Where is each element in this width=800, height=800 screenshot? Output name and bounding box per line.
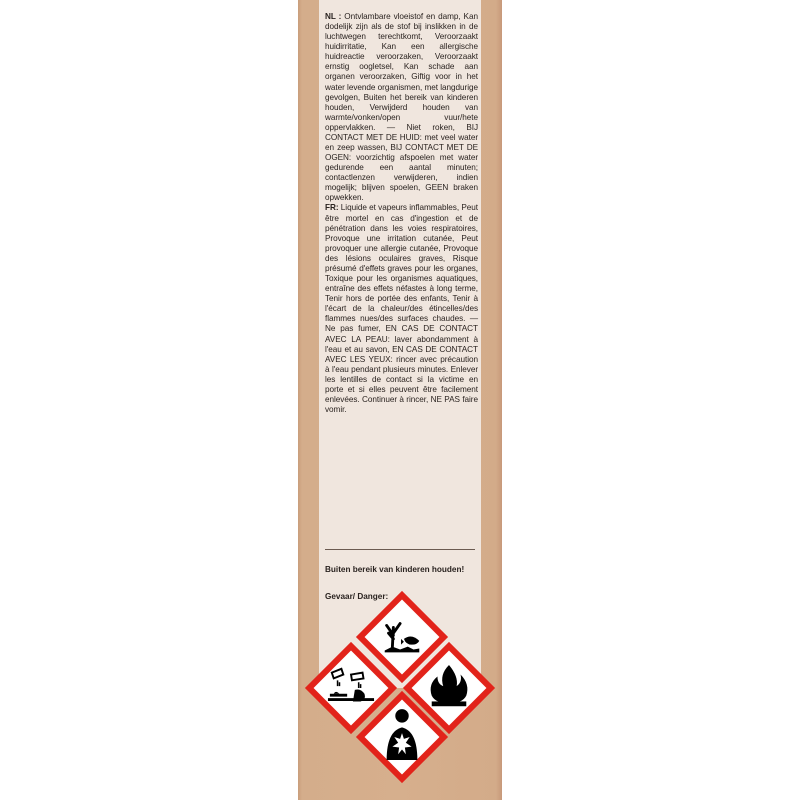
divider-line <box>325 549 475 550</box>
hazard-label-panel <box>319 0 481 688</box>
nl-text: Ontvlambare vloeistof en damp, Kan dodelijk zijn als de stof bij inslikken in de luchtwegen terechtkomt, Veroorzaakt huidirritatie, Kan een allergische huidreactie veroorzaken, Veroorzaakt ernstig oogletsel, Kan schade aan organen veroorzaken, Giftig voor in het water levende organismen, met langdurige gevolgen, Buiten het bereik van kinderen houden, Verwijderd houden van warmte/vonken/open vuur/hete oppervlakken. — Niet roken, BIJ CONTACT MET DE HUID: met veel water en zeep wassen, BIJ CONTACT MET DE OGEN: voorzichtig afspoelen met water gedurende een aantal minuten; contactlenzen verwijderen, indien mogelijk; blijven spoelen, GEEN braken opwekken. <box>325 12 478 203</box>
fr-tag: FR: <box>325 203 339 213</box>
health-hazard-icon <box>354 689 450 785</box>
hazard-statements <box>325 12 478 415</box>
fr-text: Liquide et vapeurs inflammables, Peut être mortel en cas d'ingestion et de pénétration dans les voies respiratoires, Provoque une irritation cutanée, Peut provoquer une allergie cutanée, Provoque des lésions oculaires graves, Risque présumé d'effets graves pour les organes, Toxique pour les organismes aquatiques, entraîne des effets néfastes à long terme, Tenir hors de portée des enfants, Tenir à l'écart de la chaleur/des étincelles/des flammes nues/des surfaces chaudes. — Ne pas fumer, EN CAS DE CONTACT AVEC LA PEAU: laver abondamment à l'eau et au savon, EN CAS DE CONTACT AVEC LES YEUX: rincer avec précaution à l'eau pendant plusieurs minutes. Enlever les lentilles de contact si la victime en porte et si elles peuvent être facilement enlevées. Continuer à rincer, NE PAS faire vomir. <box>325 203 478 415</box>
danger-heading: Gevaar/ Danger: <box>325 592 389 601</box>
keep-away-warning: Buiten bereik van kinderen houden! <box>325 565 465 574</box>
fr-statement <box>325 203 478 415</box>
nl-statement <box>325 12 478 203</box>
product-box-side <box>298 0 502 800</box>
nl-tag: NL : <box>325 12 342 21</box>
